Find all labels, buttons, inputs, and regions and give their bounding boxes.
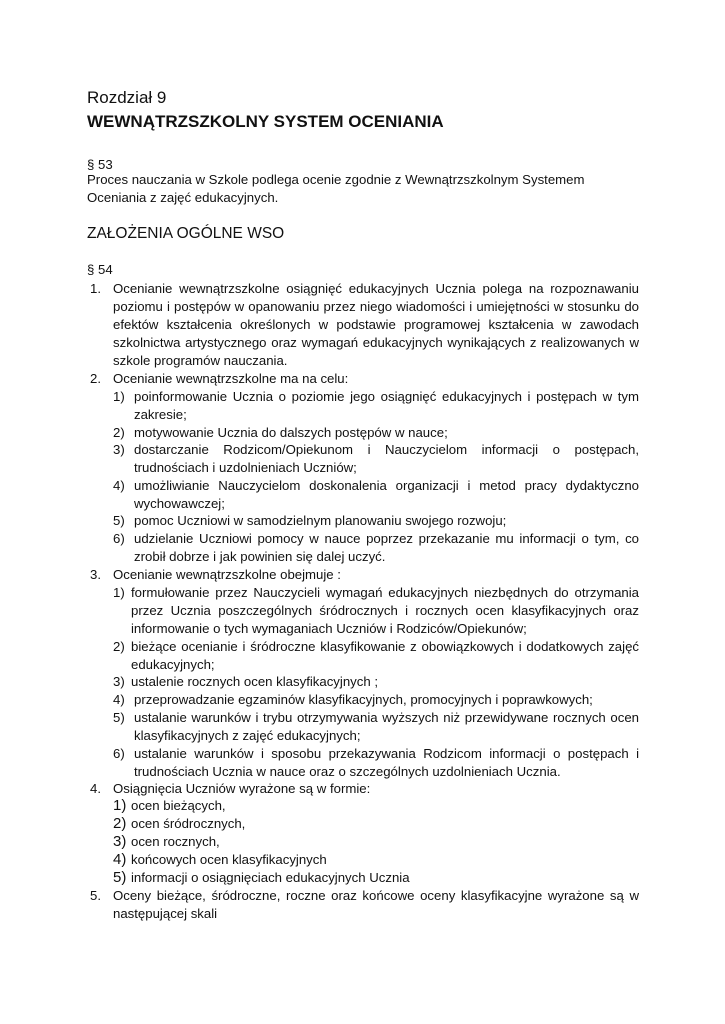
sub-list-item bbox=[113, 833, 639, 851]
sub-list-item bbox=[113, 530, 639, 566]
sub-item-text: pomoc Uczniowi w samodzielnym planowaniu swojego rozwoju; bbox=[134, 513, 507, 528]
list-item-text: Osiągnięcia Uczniów wyrażone są w formie: bbox=[113, 781, 371, 796]
sub-list-item bbox=[113, 388, 639, 424]
sub-item-number: 4) bbox=[113, 478, 125, 493]
list-item-number: 1. bbox=[90, 281, 101, 296]
sub-item-text: ustalenie rocznych ocen klasyfikacyjnych ; bbox=[131, 674, 379, 689]
list-item bbox=[87, 370, 639, 388]
sub-item-text: przeprowadzanie egzaminów klasyfikacyjnych, promocyjnych i poprawkowych; bbox=[134, 692, 593, 707]
sub-list-item bbox=[113, 584, 639, 638]
sub-item-text: ustalanie warunków i trybu otrzymywania wyższych niż przewidywane rocznych ocen klasyfikacyjnych z zajęć edukacyjnych; bbox=[134, 710, 639, 743]
sub-list-item bbox=[113, 851, 639, 869]
list-item-text: Ocenianie wewnątrzszkolne obejmuje : bbox=[113, 567, 341, 582]
list-item-text: Ocenianie wewnątrzszkolne ma na celu: bbox=[113, 371, 349, 386]
sub-list-item bbox=[113, 638, 639, 674]
chapter-label: Rozdział 9 bbox=[87, 88, 167, 107]
section-54-label: § 54 bbox=[87, 262, 113, 277]
list-item-text: Ocenianie wewnątrzszkolne osiągnięć edukacyjnych Ucznia polega na rozpoznawaniu poziomu i postępów w opanowaniu przez niego wiadomości i umiejętności w stosunku do efektów kształcenia określonych w podstawie programowej kształcenia w zawodach szkolnictwa artystycznego oraz wymagań edukacyjnych wynikających z realizowanych w szkole programów nauczania. bbox=[113, 281, 639, 368]
sub-item-number: 4) bbox=[113, 692, 125, 707]
sub-list-item bbox=[113, 815, 639, 833]
sub-item-number: 6) bbox=[113, 531, 125, 546]
sub-item-number: 1) bbox=[113, 389, 125, 404]
sub-item-number: 2) bbox=[113, 815, 127, 832]
sub-item-number: 5) bbox=[113, 869, 127, 886]
sub-item-text: informacji o osiągnięciach edukacyjnych Ucznia bbox=[131, 870, 410, 885]
sub-item-text: końcowych ocen klasyfikacyjnych bbox=[131, 852, 327, 867]
sub-item-number: 2) bbox=[113, 425, 125, 440]
sub-item-text: motywowanie Ucznia do dalszych postępów w nauce; bbox=[134, 425, 448, 440]
sub-item-text: ocen śródrocznych, bbox=[131, 816, 246, 831]
list-item-number: 4. bbox=[90, 781, 101, 796]
list-item bbox=[87, 566, 639, 584]
list-item bbox=[87, 887, 639, 923]
sub-item-text: umożliwianie Nauczycielom doskonalenia organizacji i metod pracy dydaktyczno wychowawczej; bbox=[134, 478, 639, 511]
sub-list-item bbox=[113, 745, 639, 781]
sub-list-item bbox=[113, 673, 639, 691]
sub-list-item bbox=[113, 477, 639, 513]
sub-item-number: 6) bbox=[113, 746, 125, 761]
list-item-text: Oceny bieżące, śródroczne, roczne oraz końcowe oceny klasyfikacyjne wyrażone są w następującej skali bbox=[113, 888, 639, 921]
sub-item-text: ocen rocznych, bbox=[131, 834, 220, 849]
sub-item-text: formułowanie przez Nauczycieli wymagań edukacyjnych niezbędnych do otrzymania przez Ucznia poszczególnych śródrocznych i rocznych ocen klasyfikacyjnych oraz informowanie o tych wymaganiach Uczniów i Rodziców/Opiekunów; bbox=[131, 585, 639, 636]
sub-list-item bbox=[113, 709, 639, 745]
list-item-number: 5. bbox=[90, 888, 101, 903]
list-item bbox=[87, 780, 639, 798]
sub-list-item bbox=[113, 441, 639, 477]
general-heading: ZAŁOŻENIA OGÓLNE WSO bbox=[87, 225, 285, 242]
sub-item-number: 5) bbox=[113, 710, 125, 725]
sub-item-number: 3) bbox=[113, 833, 127, 850]
sub-item-number: 4) bbox=[113, 851, 127, 868]
sub-item-text: poinformowanie Ucznia o poziomie jego osiągnięć edukacyjnych i postępach w tym zakresie; bbox=[134, 389, 639, 422]
sub-item-text: bieżące ocenianie i śródroczne klasyfikowanie z obowiązkowych i dodatkowych zajęć edukacyjnych; bbox=[131, 639, 639, 672]
sub-item-number: 5) bbox=[113, 513, 125, 528]
sub-item-number: 2) bbox=[113, 639, 125, 654]
sub-item-text: ocen bieżących, bbox=[131, 798, 226, 813]
section-53-label: § 53 bbox=[87, 157, 113, 172]
list-item bbox=[87, 280, 639, 370]
sub-list-item bbox=[113, 512, 639, 530]
sub-list-item bbox=[113, 797, 639, 815]
sub-item-number: 3) bbox=[113, 674, 125, 689]
list-item-number: 2. bbox=[90, 371, 101, 386]
sub-item-number: 1) bbox=[113, 797, 127, 814]
sub-list-item bbox=[113, 424, 639, 442]
sub-list-item bbox=[113, 691, 639, 709]
sub-item-number: 3) bbox=[113, 442, 125, 457]
sub-item-text: udzielanie Uczniowi pomocy w nauce poprzez przekazanie mu informacji o tym, co zrobił dobrze i jak powinien się dalej uczyć. bbox=[134, 531, 639, 564]
section-53-text: Proces nauczania w Szkole podlega ocenie zgodnie z Wewnątrzszkolnym Systemem Oceniania z zajęć edukacyjnych. bbox=[87, 172, 585, 205]
chapter-title: WEWNĄTRZSZKOLNY SYSTEM OCENIANIA bbox=[87, 112, 444, 131]
sub-list-item bbox=[113, 869, 639, 887]
list-item-number: 3. bbox=[90, 567, 101, 582]
sub-item-text: ustalanie warunków i sposobu przekazywania Rodzicom informacji o postępach i trudnościach Ucznia w nauce oraz o szczególnych uzdolnieniach Ucznia. bbox=[134, 746, 639, 779]
sub-item-number: 1) bbox=[113, 585, 125, 600]
sub-item-text: dostarczanie Rodzicom/Opiekunom i Nauczycielom informacji o postępach, trudnościach i uzdolnieniach Uczniów; bbox=[134, 442, 639, 475]
